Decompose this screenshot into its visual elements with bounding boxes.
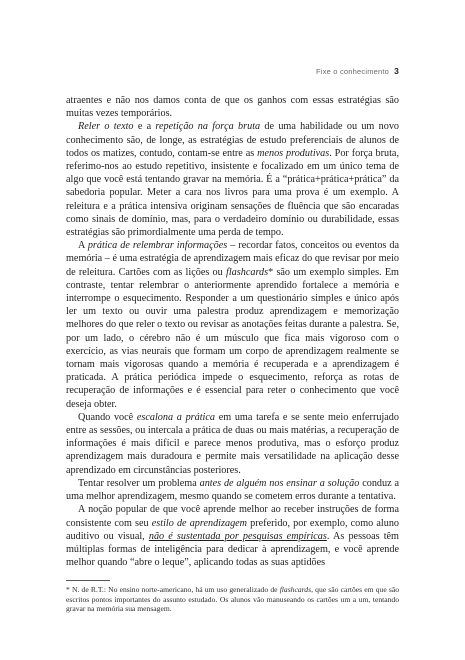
paragraph <box>66 411 399 477</box>
emphasis-text: flashcards <box>226 266 269 278</box>
emphasis-text: não é sustentada por pesquisas empíricas <box>148 530 327 542</box>
paragraph <box>66 94 399 120</box>
text-run: conduz a uma melhor aprendizagem, mesmo quando se cometem erros durante a tentativa. <box>66 477 399 503</box>
footnote <box>66 585 399 614</box>
emphasis-text: estilo de aprendizagem <box>151 517 248 529</box>
text-run: A <box>78 240 88 252</box>
emphasis-text: prática de relembrar informações <box>87 240 228 252</box>
running-head <box>316 66 399 76</box>
paragraph <box>66 477 399 503</box>
text-run: . As pessoas têm múltiplas formas de inteligência para dedicar à aprendizagem, e você aprende melhor quando “abre o leque”, aplicando todas as suas aptidões <box>66 530 399 569</box>
emphasis-text: antes de alguém nos ensinar a solução <box>199 477 360 489</box>
text-run: – recordar fatos, conceitos ou eventos da memória – é uma estratégia de aprendizagem mais eficaz do que revisar por meio de releitura. Cartões com as lições ou <box>66 240 400 278</box>
text-run: * N. de R.T.: No ensino norte-americano, há um uso generalizado de <box>66 585 280 594</box>
footnote-text <box>66 585 399 614</box>
emphasis-text: repetição na força bruta <box>155 121 261 133</box>
page-number: 3 <box>394 66 399 76</box>
emphasis-text: Reler o texto <box>78 121 134 133</box>
emphasis-text: flashcards <box>279 585 312 594</box>
text-run: Tentar resolver um problema <box>78 477 200 489</box>
text-run: , que são cartões em que são escritos pontos importantes do assunto estudado. Os alunos vão manuseando os cartões um a um, tentando gravar na memória sua mensagem. <box>66 585 399 614</box>
paragraph <box>66 120 399 239</box>
paragraph <box>66 239 399 411</box>
text-run: Quando você <box>78 411 137 423</box>
text-run: de uma habilidade ou um novo conhecimento são, de longe, as estratégias de estudo preferenciais de alunos de todos os matizes, contudo, contam-se entre as <box>66 121 400 159</box>
body-text <box>66 94 399 569</box>
running-head-title: Fixe o conhecimento <box>316 67 390 76</box>
text-run: atraentes e não nos damos conta de que os ganhos com essas estratégias são muitas vezes temporários. <box>66 95 399 120</box>
emphasis-text: menos produtivas <box>257 147 330 159</box>
footnote-divider <box>66 580 110 581</box>
text-run: e a <box>133 121 156 133</box>
text-run: preferido, por exemplo, como aluno auditivo ou visual, <box>66 517 400 542</box>
text-run: * são um exemplo simples. Em contraste, tentar relembrar o anteriormente aprendido fortalece a memória e interrompe o esquecimento. Responder a um questionário simples e único após ler um texto ou ouvir uma palestra produz aprendizagem e memorização melhores do que reler o texto ou revisar as anotações feitas durante a palestra. Se, por um lado, o cérebro não é um músculo que fica mais vigoroso com o exercício, as vias neurais que formam um corpo de aprendizagem realmente se tornam mais vigorosas quando a memória é recuperada e a aprendizagem é praticada. A prática periódica impede o esquecimento, reforça as rotas de recuperação de informações e é essencial para reter o conhecimento que você deseja obter. <box>66 266 399 410</box>
paragraph <box>66 503 399 569</box>
text-run: em uma tarefa e se sente meio enferrujado entre as sessões, ou intercala a prática de duas ou mais matérias, a recuperação de informações é mais difícil e parece menos produtiva, mas o esforço produz aprendizagem mais duradoura e permite mais versatilidade na aplicação desse aprendizado em circunstâncias posteriores. <box>66 411 399 476</box>
text-run: . Por força bruta, referimo-nos ao estudo repetitivo, insistente e focalizado em um único tema de algo que você está tentando gravar na memória. É a “prática+prática+prática” da sabedoria popular. Meter a cara nos livros para uma prova é um exemplo. A releitura e a prática intensiva originam sensações de fluência que são encaradas como sinais de domínio, mas, para o verdadeiro domínio ou durabilidade, essas estratégias são primordialmente uma perda de tempo. <box>66 147 400 239</box>
text-run: A noção popular de que você aprende melhor ao receber instruções de forma consistente com seu <box>66 504 399 529</box>
emphasis-text: escalona a prática <box>136 411 215 423</box>
